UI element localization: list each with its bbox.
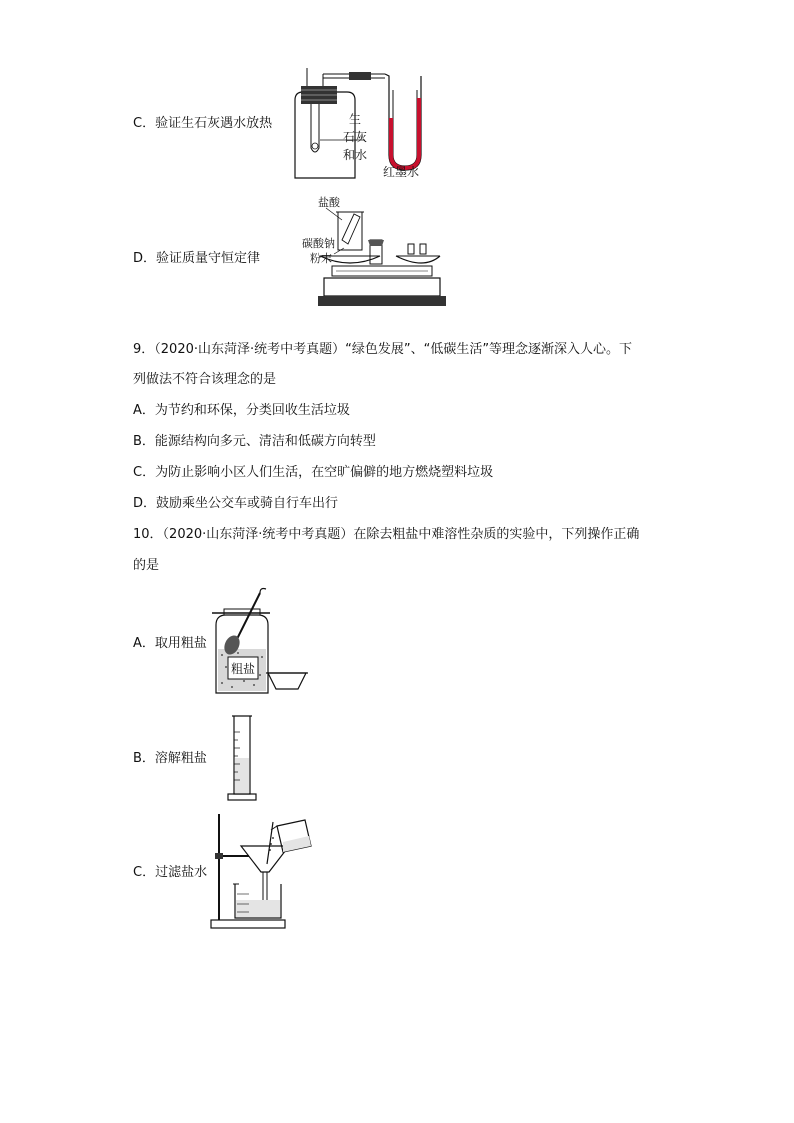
q10-option-b-label: B．溶解粗盐: [133, 751, 207, 766]
q9-option-c: C．为防止影响小区人们生活，在空旷偏僻的地方燃烧塑料垃圾: [133, 465, 494, 480]
q8-option-c-label: C．验证生石灰遇水放热: [133, 116, 273, 131]
fig-label-heshui: 和水: [343, 148, 368, 162]
q10-stem-line1: 10．（2020·山东菏泽·统考中考真题）在除去粗盐中难溶性杂质的实验中，下列操作正确: [133, 527, 640, 542]
fig-label-red-ink: 红墨水: [383, 165, 420, 179]
q10-option-c-label: C．过滤盐水: [133, 865, 208, 880]
fig-label-na2co3: 碳酸钠: [302, 237, 335, 250]
q8-option-d-label: D．验证质量守恒定律: [133, 251, 261, 266]
q10-option-a-label: A．取用粗盐: [133, 636, 207, 651]
fig-label-coarse-salt: 粗盐: [231, 662, 256, 676]
fig-label-sheng: 生: [349, 112, 362, 126]
filtration-setup-figure: [205, 808, 315, 930]
fig-label-powder: 粉末: [310, 252, 332, 265]
take-coarse-salt-figure: [210, 585, 320, 697]
q9-stem-line2: 列做法不符合该理念的是: [133, 372, 277, 387]
q9-stem-line1: 9．（2020·山东菏泽·统考中考真题）“绿色发展”、“低碳生活”等理念逐渐深入人心。下: [133, 342, 633, 357]
q9-option-d: D．鼓励乘坐公交车或骑自行车出行: [133, 496, 339, 511]
lime-water-heat-apparatus-figure: [285, 60, 435, 185]
q9-option-a: A．为节约和环保，分类回收生活垃圾: [133, 403, 350, 418]
fig-label-hcl: 盐酸: [318, 196, 340, 209]
q10-stem-line2: 的是: [133, 558, 160, 573]
graduated-cylinder-figure: [222, 712, 262, 804]
q9-option-b: B．能源结构向多元、清洁和低碳方向转型: [133, 434, 376, 449]
balance-mass-conservation-figure: [302, 192, 442, 317]
fig-label-shihui: 石灰: [343, 130, 368, 144]
